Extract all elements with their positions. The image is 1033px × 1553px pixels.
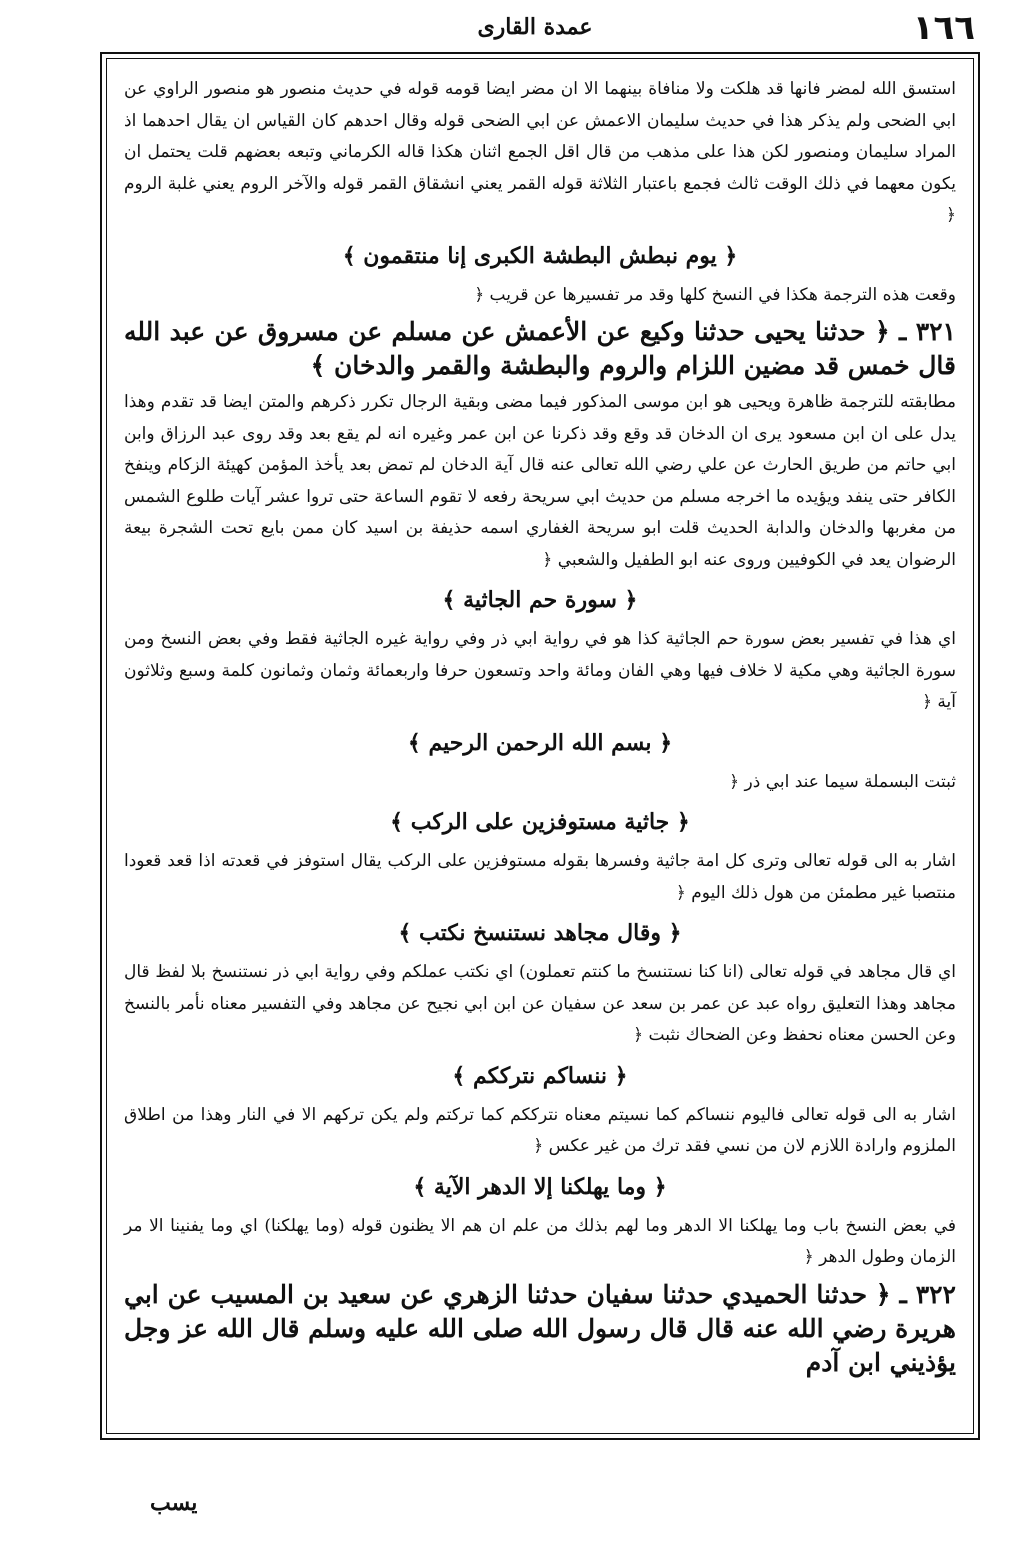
paragraph-4: اي هذا في تفسير بعض سورة حم الجاثية كذا هو في رواية ابي ذر وفي رواية غيره الجاثية فقط وفي بعض النسخ ومن سورة الجاثية وهي مكية لا خلاف فيها وهي الفان ومائة واحد وتسعون حرفا واربعمائة وثمان وثمانون كلمة وسبع وثلاثون آية ﴿	[124, 629, 957, 712]
heading-jathiya-mustawfizin: ﴿ جاثية مستوفزين على الركب ﴾	[390, 809, 690, 835]
heading-wa-ma-yuhlikuna: ﴿ وما يهلكنا إلا الدهر الآية ﴾	[413, 1173, 667, 1200]
hadith-321: ٣٢١ ـ ﴿ حدثنا يحيى حدثنا وكيع عن الأعمش عن مسلم عن مسروق عن عبد الله قال خمس قد مضين اللزام والروم والبطشة والقمر والدخان ﴾	[124, 317, 956, 380]
page-number: ١٦٦	[912, 8, 975, 48]
main-text	[124, 74, 956, 1428]
text-frame	[100, 52, 980, 1440]
hadith-322: ٣٢٢ ـ ﴿ حدثنا الحميدي حدثنا سفيان حدثنا الزهري عن سعيد بن المسيب عن ابي هريرة رضي الله عنه قال قال رسول الله صلى الله عليه وسلم قال الله عز وجل يؤذيني ابن آدم	[124, 1279, 956, 1377]
paragraph-1: استسق الله لمضر فانها قد هلكت ولا منافاة بينهما الا ان مضر ايضا قومه قوله في حديث منصور هو منصور الراوي عن ابي الضحى ولم يذكر هذا في حديث سليمان الاعمش عن ابي الضحى قوله وقال احدهم كان القياس ان يقال احدهما اذ المراد سليمان ومنصور لكن هذا على مذهب من قال اقل الجمع اثنان هكذا قاله الكرماني وتبعه بعضهم قلت يحتمل ان يكون معهما في ذلك الوقت ثالث فجمع باعتبار الثلاثة قوله القمر يعني انشقاق القمر قوله والآخر الروم يعني غلبة الروم ﴿	[124, 79, 956, 225]
paragraph-6: اشار به الى قوله تعالى وترى كل امة جاثية وفسرها بقوله مستوفزين على الركب يقال استوفز في قعدته اذا قعد قعودا منتصبا غير مطمئن من هول ذلك اليوم ﴿	[124, 851, 956, 903]
heading-ayah-batsha: ﴿ يوم نبطش البطشة الكبرى إنا منتقمون ﴾	[342, 242, 738, 269]
paragraph-8: اشار به الى قوله تعالى فاليوم ننساكم كما نسيتم معناه نترككم كما تركتم ولم يكن تركهم الا في النار وهذا من اطلاق الملزوم وارادة اللازم لان من نسي فقد ترك من غير عكس ﴿	[124, 1104, 956, 1156]
paragraph-7: اي قال مجاهد في قوله تعالى (انا كنا نستنسخ ما كنتم تعملون) اي نكتب عملكم وفي رواية ابي ذر نستنسخ بلا لفظ قال مجاهد وهذا التعليق رواه عبد عن عمر بن سعد عن سفيان عن ابن ابي نجيح عن مجاهد وفي التفسير معناه نأمر بالنسخ وعن الحسن معناه نحفظ وعن الضحاك نثبت ﴿	[124, 962, 956, 1045]
heading-surah-jathiya: ﴿ سورة حم الجاثية ﴾	[442, 587, 638, 613]
paragraph-2: وقعت هذه الترجمة هكذا في النسخ كلها وقد مر تفسيرها عن قريب ﴿	[474, 284, 956, 305]
heading-basmala: ﴿ بسم الله الرحمن الرحيم ﴾	[407, 729, 673, 756]
paragraph-3: مطابقته للترجمة ظاهرة ويحيى هو ابن موسى المذكور فيما مضى وبقية الرجال تكرر ذكرهم والمتن ايضا قد تقدم وهذا يدل على ان ابن مسعود يرى ان الدخان قد وقع وقد ذكرنا عن ابن عمر وغيره انه لم يقع بعد وقد روى عبد الرزاق وابن ابي حاتم من طريق الحارث عن علي رضي الله تعالى عنه قال آية الدخان لم تمض بعد يأخذ المؤمن كهيئة الزكام وينفخ الكافر حتى ينفد ويؤيده ما اخرجه مسلم من حديث ابي سريحة رفعه لا تقوم الساعة حتى تروا عشر آيات طلوع الشمس من مغربها والدخان والدابة الحديث قلت ابو سريحة الغفاري اسمه حذيفة بن اسيد كان ممن بايع تحت الشجرة بيعة الرضوان يعد في الكوفيين وروى عنه ابو الطفيل والشعبي ﴿	[124, 392, 956, 570]
heading-nansakum: ﴿ ننساكم نترككم ﴾	[452, 1062, 628, 1089]
catchword: يسب	[150, 1490, 198, 1516]
running-title: عمدة القاری	[477, 14, 593, 40]
heading-mujahid-nastansikh: ﴿ وقال مجاهد نستنسخ نكتب ﴾	[398, 920, 682, 946]
paragraph-9: في بعض النسخ باب وما يهلكنا الا الدهر وما لهم بذلك من علم ان هم الا يظنون قوله (وما يهلكنا) اي وما يفنينا الا مر الزمان وطول الدهر ﴿	[124, 1215, 956, 1267]
paragraph-5: ثبتت البسملة سيما عند ابي ذر ﴿	[729, 771, 956, 792]
page-header	[95, 8, 975, 46]
